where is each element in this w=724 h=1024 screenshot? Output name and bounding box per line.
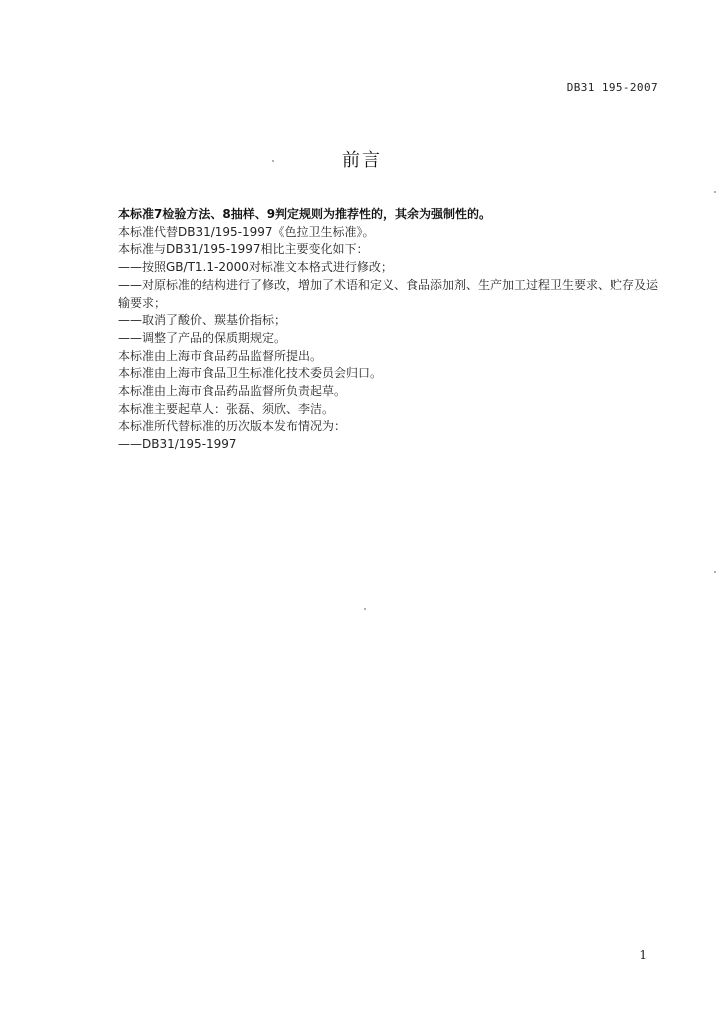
paragraph-centralized-by: 本标准由上海市食品卫生标准化技术委员会归口。 [118, 366, 383, 381]
paragraph-changes-intro: 本标准与DB31/195-1997相比主要变化如下： [118, 242, 369, 257]
paragraph-drafted-by: 本标准由上海市食品药品监督所负责起草。 [118, 384, 347, 399]
page-number: 1 [639, 948, 647, 962]
list-item-shelf-life: ——调整了产品的保质期规定。 [118, 330, 287, 345]
scan-speck [714, 191, 716, 193]
scan-speck [364, 608, 366, 610]
paragraph-recommended-clauses: 本标准7检验方法、8抽样、9判定规则为推荐性的，其余为强制性的。 [118, 207, 492, 221]
scan-speck [714, 571, 716, 573]
page-title: 前言 [342, 150, 382, 171]
list-item-structure-change: ——对原标准的结构进行了修改，增加了术语和定义、食品添加剂、生产加工过程卫生要求、贮存及运输要求； [118, 277, 659, 310]
scan-speck [272, 160, 274, 162]
paragraph-replaces: 本标准代替DB31/195-1997《色拉卫生标准》。 [118, 224, 375, 239]
list-item-previous-version: ——DB31/195-1997 [118, 437, 237, 452]
foreword-body [84, 206, 664, 454]
document-code: DB31 195-2007 [566, 81, 658, 94]
paragraph-drafters: 本标准主要起草人：张磊、须欣、李洁。 [118, 401, 335, 416]
list-item-remove-indicators: ——取消了酸价、羰基价指标； [118, 313, 287, 328]
paragraph-proposed-by: 本标准由上海市食品药品监督所提出。 [118, 348, 323, 363]
paragraph-version-history: 本标准所代替标准的历次版本发布情况为： [118, 419, 347, 434]
list-item-format-change: ——按照GB/T1.1-2000对标准文本格式进行修改； [118, 260, 393, 275]
